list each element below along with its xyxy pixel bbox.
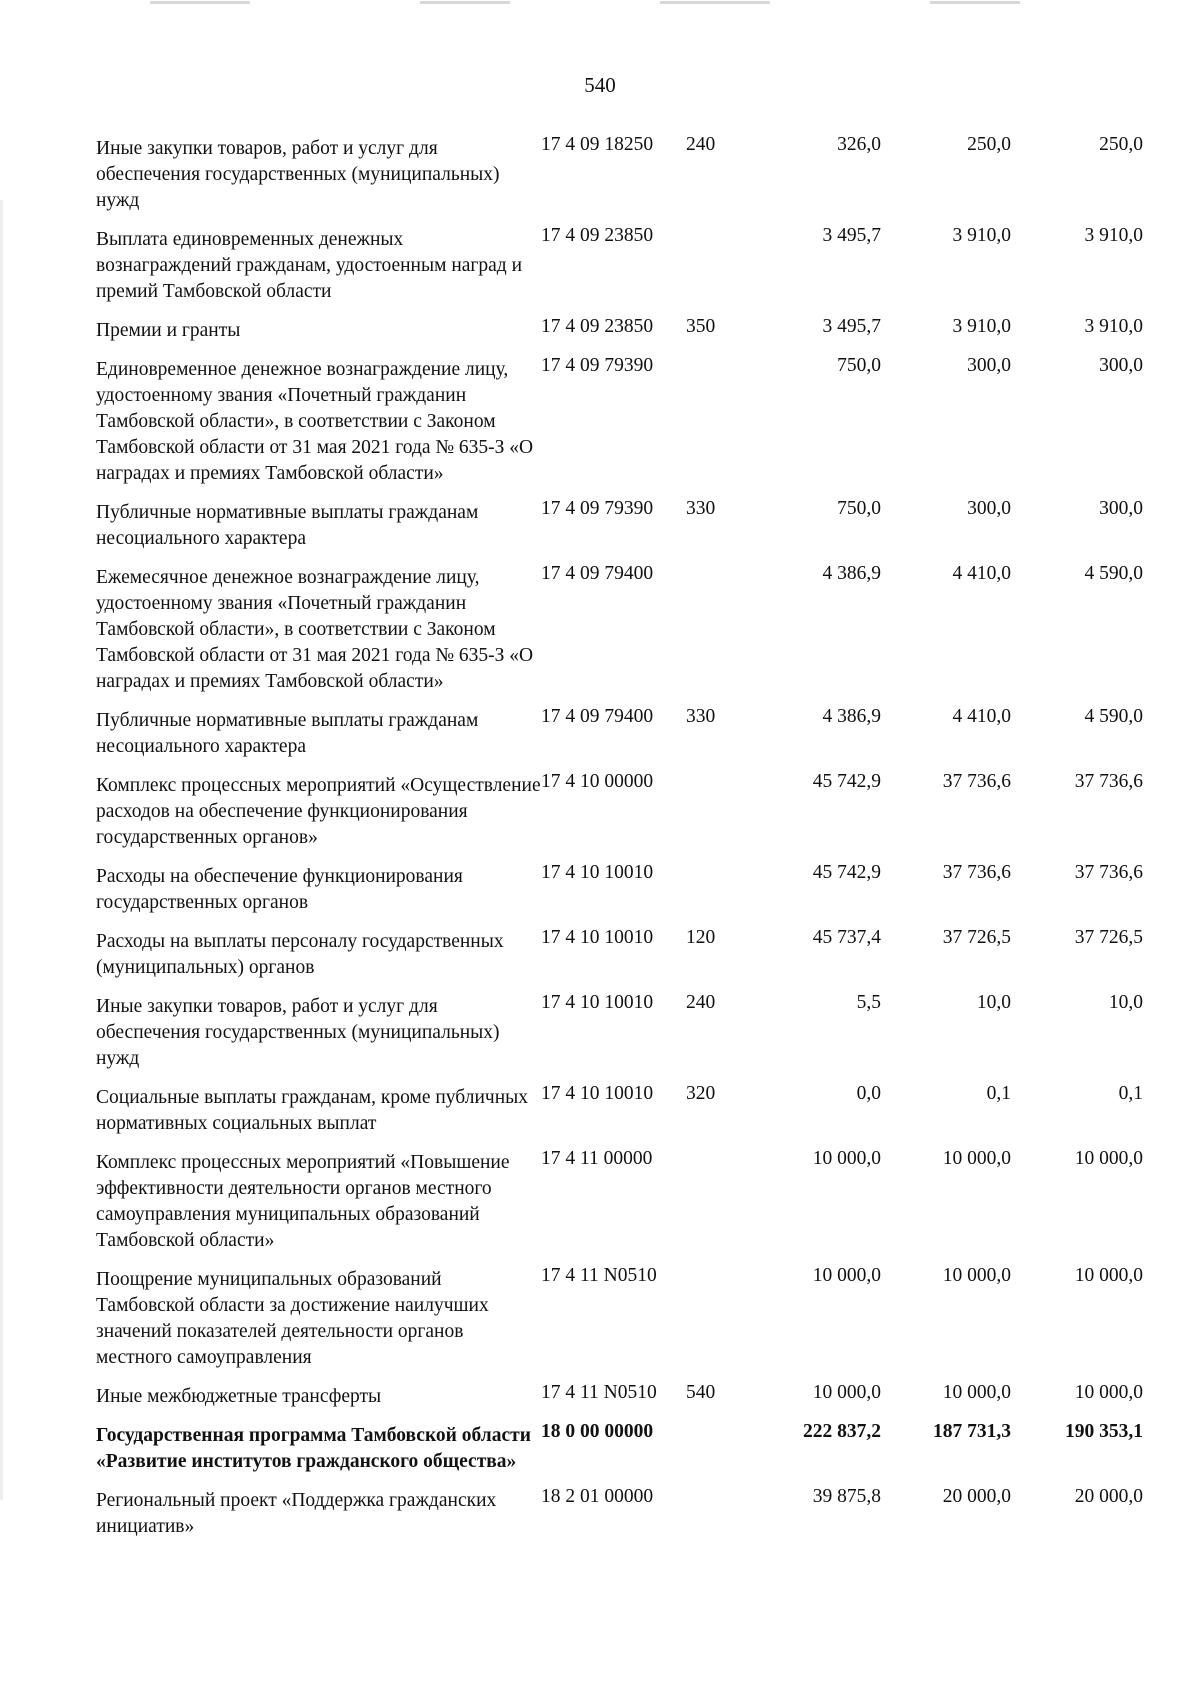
table-row [96,704,1176,760]
row-value-3: 300,0 [1099,355,1143,376]
row-code: 17 4 09 79400 [541,563,654,584]
row-code: 17 4 09 79390 [541,355,654,376]
row-name: Государственная программа Тамбовской области «Развитие институтов гражданского общества» [96,1425,531,1472]
row-value-1: 45 737,4 [812,927,881,948]
row-value-1: 3 495,7 [822,225,881,246]
row-value-2: 0,1 [986,1083,1011,1104]
row-value-3: 37 726,5 [1074,927,1143,948]
row-name: Премии и гранты [96,320,241,341]
row-value-1: 3 495,7 [822,316,881,337]
row-code: 17 4 10 10010 [541,992,654,1013]
row-value-1: 45 742,9 [812,862,881,883]
page-number: 540 [584,73,616,97]
row-value-1: 10 000,0 [812,1265,881,1286]
row-value-3: 4 590,0 [1084,706,1143,727]
row-value-2: 187 731,3 [933,1421,1011,1442]
row-value-2: 10 000,0 [942,1148,1011,1169]
table-row [96,860,1176,916]
row-value-1: 4 386,9 [822,563,881,584]
row-code: 18 0 00 00000 [541,1421,654,1442]
row-value-3: 10 000,0 [1074,1382,1143,1403]
row-code: 18 2 01 00000 [541,1486,654,1507]
row-value-1: 4 386,9 [822,706,881,727]
table-row [96,132,1176,214]
row-value-2: 37 736,6 [942,771,1011,792]
row-value-1: 750,0 [837,355,881,376]
row-value-1: 10 000,0 [812,1382,881,1403]
table-row [96,1484,1176,1540]
row-name: Расходы на обеспечение функционирования государственных органов [96,866,463,913]
row-value-1: 222 837,2 [803,1421,881,1442]
row-value-3: 4 590,0 [1084,563,1143,584]
row-value-1: 5,5 [856,992,881,1013]
row-value-1: 326,0 [837,134,881,155]
row-value-3: 190 353,1 [1065,1421,1143,1442]
row-value-3: 0,1 [1118,1083,1143,1104]
row-expense-type: 240 [686,992,716,1013]
table-row [96,353,1176,487]
table-row [96,561,1176,695]
table-row [96,1419,1176,1475]
row-name: Публичные нормативные выплаты гражданам несоциального характера [96,502,479,549]
row-code: 17 4 09 23850 [541,225,654,246]
row-value-2: 300,0 [967,355,1011,376]
table-row [96,223,1176,305]
row-code: 17 4 09 79390 [541,498,654,519]
row-expense-type: 350 [686,316,716,337]
row-value-2: 10 000,0 [942,1265,1011,1286]
row-name: Единовременное денежное вознаграждение лицу, удостоенному звания «Почетный гражданин Тамбовской области», в соответствии с Законом Тамбовской области от 31 мая 2021 года № 635-З «О наградах и премиях Тамбовской области» [96,359,534,484]
row-name: Поощрение муниципальных образований Тамбовской области за достижение наилучших значений показателей деятельности органов местного самоуправления [96,1269,489,1368]
row-code: 17 4 11 00000 [541,1148,653,1169]
table-row [96,1263,1176,1371]
scan-left-edge [0,200,3,1500]
row-name: Комплекс процессных мероприятий «Повышение эффективности деятельности органов местного самоуправления муниципальных образований Тамбовской области» [96,1152,510,1251]
row-code: 17 4 10 10010 [541,862,654,883]
table-row [96,1146,1176,1254]
row-value-1: 10 000,0 [812,1148,881,1169]
row-name: Ежемесячное денежное вознаграждение лицу, удостоенному звания «Почетный гражданин Тамбовской области», в соответствии с Законом Тамбовской области от 31 мая 2021 года № 635-З «О наградах и премиях Тамбовской области» [96,567,534,692]
row-name: Комплекс процессных мероприятий «Осуществление расходов на обеспечение функционирования государственных органов» [96,775,541,848]
table-row [96,769,1176,851]
row-code: 17 4 11 N0510 [541,1265,657,1286]
row-name: Выплата единовременных денежных вознаграждений гражданам, удостоенным наград и премий Тамбовской области [96,229,523,302]
row-value-2: 3 910,0 [952,316,1011,337]
row-code: 17 4 10 00000 [541,771,654,792]
row-code: 17 4 10 10010 [541,1083,654,1104]
row-value-2: 4 410,0 [952,563,1011,584]
budget-table [96,132,1176,1549]
row-expense-type: 330 [686,498,716,519]
row-value-3: 3 910,0 [1084,316,1143,337]
row-code: 17 4 09 18250 [541,134,654,155]
row-expense-type: 320 [686,1083,716,1104]
row-value-2: 20 000,0 [942,1486,1011,1507]
row-name: Иные закупки товаров, работ и услуг для обеспечения государственных (муниципальных) нужд [96,138,500,211]
table-row [96,990,1176,1072]
row-value-3: 250,0 [1099,134,1143,155]
row-value-2: 37 726,5 [942,927,1011,948]
table-row [96,314,1176,344]
table-row [96,496,1176,552]
row-name: Иные закупки товаров, работ и услуг для обеспечения государственных (муниципальных) нужд [96,996,500,1069]
row-name: Публичные нормативные выплаты гражданам несоциального характера [96,710,479,757]
row-value-1: 0,0 [856,1083,881,1104]
table-row [96,925,1176,981]
row-code: 17 4 09 23850 [541,316,654,337]
scan-top-artifacts [0,0,1200,6]
row-value-2: 10,0 [976,992,1011,1013]
row-name: Иные межбюджетные трансферты [96,1386,382,1407]
row-value-2: 4 410,0 [952,706,1011,727]
row-name: Региональный проект «Поддержка гражданских инициатив» [96,1490,497,1537]
row-value-3: 37 736,6 [1074,771,1143,792]
row-expense-type: 120 [686,927,716,948]
row-code: 17 4 10 10010 [541,927,654,948]
row-value-1: 39 875,8 [812,1486,881,1507]
row-value-3: 300,0 [1099,498,1143,519]
row-expense-type: 240 [686,134,716,155]
row-value-3: 3 910,0 [1084,225,1143,246]
row-value-3: 37 736,6 [1074,862,1143,883]
row-expense-type: 540 [686,1382,716,1403]
row-name: Расходы на выплаты персоналу государственных (муниципальных) органов [96,931,504,978]
row-value-3: 10 000,0 [1074,1265,1143,1286]
row-value-3: 20 000,0 [1074,1486,1143,1507]
row-value-2: 10 000,0 [942,1382,1011,1403]
table-row [96,1380,1176,1410]
row-value-2: 250,0 [967,134,1011,155]
row-value-2: 37 736,6 [942,862,1011,883]
row-value-1: 45 742,9 [812,771,881,792]
row-value-3: 10,0 [1108,992,1143,1013]
row-value-1: 750,0 [837,498,881,519]
row-value-3: 10 000,0 [1074,1148,1143,1169]
row-value-2: 300,0 [967,498,1011,519]
row-code: 17 4 11 N0510 [541,1382,657,1403]
row-value-2: 3 910,0 [952,225,1011,246]
table-row [96,1081,1176,1137]
row-expense-type: 330 [686,706,716,727]
row-name: Социальные выплаты гражданам, кроме публичных нормативных социальных выплат [96,1087,528,1134]
row-code: 17 4 09 79400 [541,706,654,727]
